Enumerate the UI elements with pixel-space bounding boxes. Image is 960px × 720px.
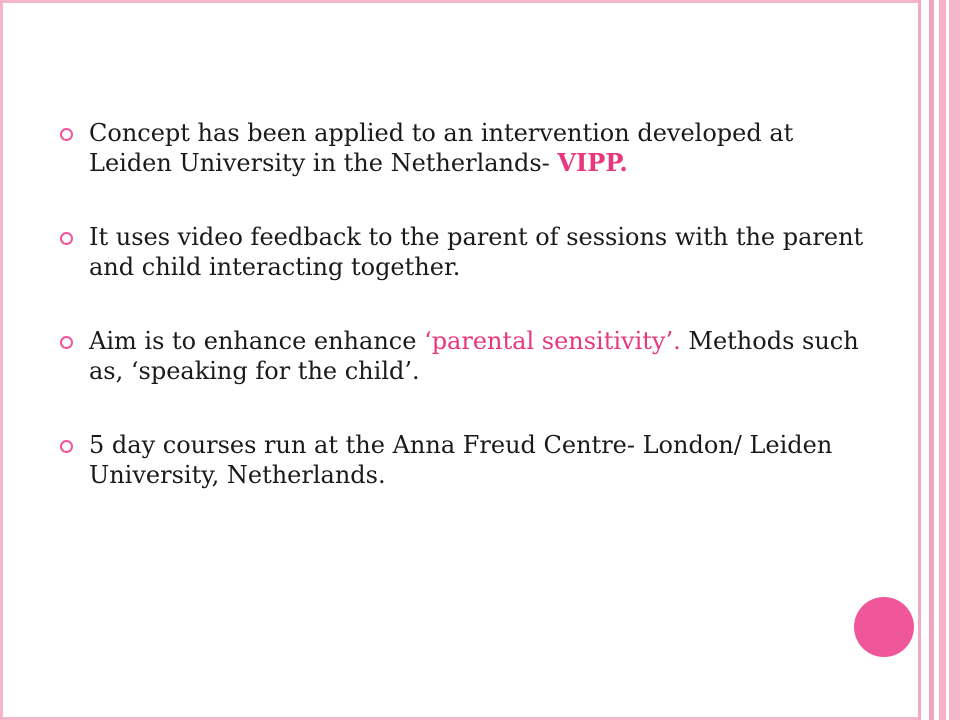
bullet-circle-icon <box>60 440 73 453</box>
bullet-circle-icon <box>60 232 73 245</box>
stripe <box>949 0 960 720</box>
bullet-text: 5 day courses run at the Anna Freud Centre- London/ Leiden University, Netherlands. <box>89 431 833 489</box>
vipp-highlight: VIPP. <box>557 148 628 177</box>
bullet-circle-icon <box>60 336 73 349</box>
left-border-decoration <box>0 0 3 720</box>
bullet-list <box>60 118 880 534</box>
bullet-text: Concept has been applied to an intervention developed at Leiden University in the Netherlands- <box>89 119 794 177</box>
bullet-item-vipp <box>60 118 880 178</box>
stripe <box>921 0 929 720</box>
bullet-item-video-feedback <box>60 222 880 282</box>
right-stripe-decoration <box>918 0 960 720</box>
bullet-item-courses <box>60 430 880 490</box>
pink-circle-decoration <box>854 597 914 657</box>
bullet-text: Aim is to enhance enhance <box>89 327 425 355</box>
parental-sensitivity-highlight: ‘parental sensitivity’. <box>424 327 681 355</box>
bullet-circle-icon <box>60 128 73 141</box>
bullet-text: Methods such as, ‘speaking for the child’. <box>89 327 859 385</box>
bullet-item-aim <box>60 326 880 386</box>
stripe <box>939 0 946 720</box>
top-border-decoration <box>0 0 918 3</box>
bullet-text: It uses video feedback to the parent of sessions with the parent and child interacting together. <box>89 223 864 281</box>
